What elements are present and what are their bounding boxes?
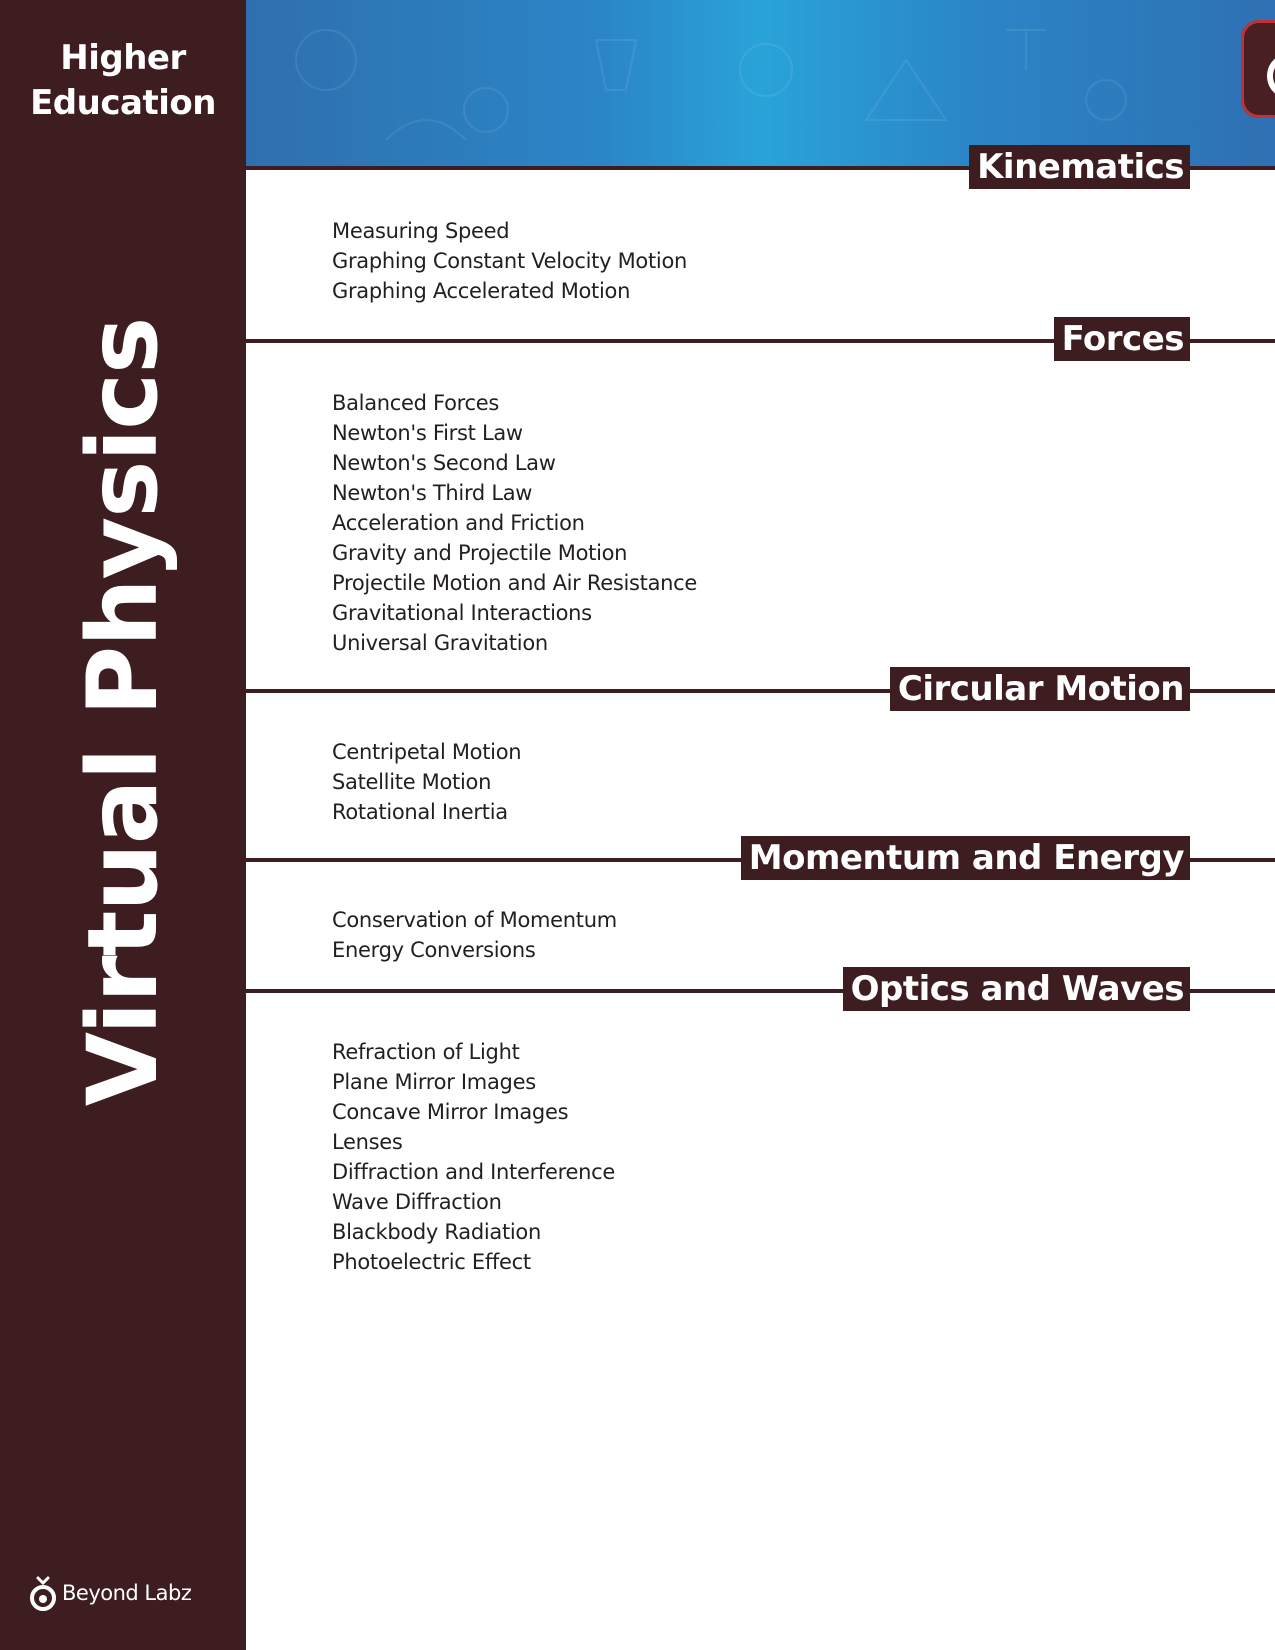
section-title-circular-motion: Circular Motion — [890, 667, 1190, 711]
list-item: Rotational Inertia — [332, 800, 508, 824]
sidebar-heading-line1: Higher — [60, 38, 186, 78]
section-list-forces — [332, 388, 697, 658]
list-item: Gravity and Projectile Motion — [332, 541, 628, 565]
list-item: Newton's Third Law — [332, 481, 533, 505]
list-item: Universal Gravitation — [332, 631, 548, 655]
list-item: Energy Conversions — [332, 938, 536, 962]
list-item: Wave Diffraction — [332, 1190, 502, 1214]
list-item: Plane Mirror Images — [332, 1070, 536, 1094]
list-item: Acceleration and Friction — [332, 511, 585, 535]
brand-logo — [28, 1572, 191, 1614]
flask-icon — [1241, 20, 1275, 118]
section-list-optics-and-waves — [332, 1037, 615, 1277]
section-title-kinematics: Kinematics — [969, 145, 1190, 189]
sidebar-heading-line2: Education — [30, 83, 216, 123]
section-list-kinematics — [332, 216, 687, 306]
section-title-momentum-and-energy: Momentum and Energy — [741, 836, 1190, 880]
list-item: Measuring Speed — [332, 219, 510, 243]
list-item: Blackbody Radiation — [332, 1220, 541, 1244]
list-item: Lenses — [332, 1130, 403, 1154]
section-title-forces: Forces — [1054, 317, 1190, 361]
list-item: Refraction of Light — [332, 1040, 520, 1064]
list-item: Balanced Forces — [332, 391, 500, 415]
list-item: Newton's Second Law — [332, 451, 556, 475]
list-item: Centripetal Motion — [332, 740, 522, 764]
section-list-momentum-and-energy — [332, 905, 617, 965]
list-item: Photoelectric Effect — [332, 1250, 531, 1274]
list-item: Conservation of Momentum — [332, 908, 617, 932]
sidebar-heading — [0, 36, 246, 126]
list-item: Graphing Constant Velocity Motion — [332, 249, 687, 273]
app-icon — [1241, 20, 1275, 118]
section-title-optics-and-waves: Optics and Waves — [843, 967, 1190, 1011]
list-item: Gravitational Interactions — [332, 601, 592, 625]
product-title: Virtual Physics — [67, 317, 179, 1107]
list-item: Diffraction and Interference — [332, 1160, 615, 1184]
list-item: Graphing Accelerated Motion — [332, 279, 631, 303]
section-list-circular-motion — [332, 737, 521, 827]
list-item: Projectile Motion and Air Resistance — [332, 571, 698, 595]
list-item: Newton's First Law — [332, 421, 523, 445]
header-banner — [246, 0, 1275, 168]
flask-icon — [28, 1572, 58, 1614]
list-item: Satellite Motion — [332, 770, 492, 794]
brand-name: Beyond Labz — [62, 1581, 192, 1605]
sidebar — [0, 0, 246, 1650]
list-item: Concave Mirror Images — [332, 1100, 569, 1124]
banner-pattern — [246, 0, 1275, 168]
